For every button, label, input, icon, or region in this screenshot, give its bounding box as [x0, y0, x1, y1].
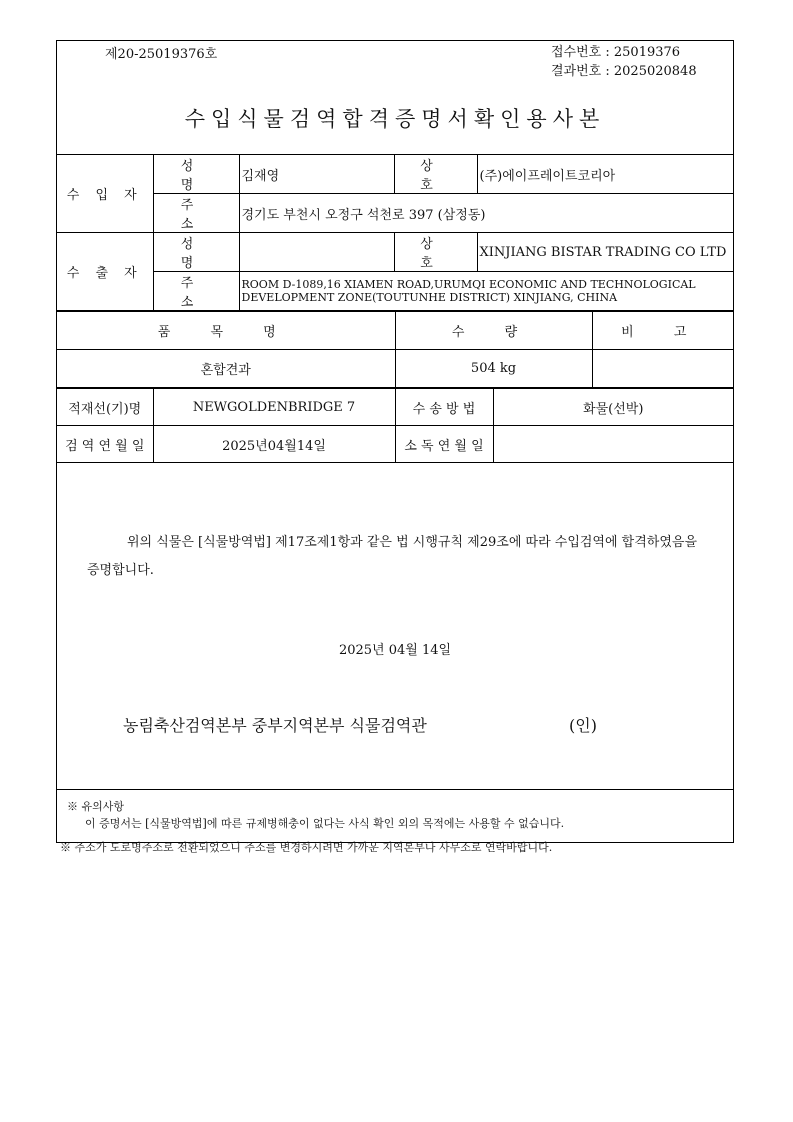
certificate-document	[56, 40, 734, 843]
certification-body	[57, 463, 733, 790]
notice-title: ※ 유의사항	[67, 800, 125, 813]
certification-date: 2025년 04월 14일	[338, 643, 452, 658]
importer-company: (주)에이프레이트코리아	[477, 155, 733, 194]
quantity-header: 수 량	[395, 312, 592, 350]
vessel-value: NEWGOLDENBRIDGE 7	[153, 389, 395, 426]
remarks-value	[592, 350, 733, 388]
importer-name: 김재영	[239, 155, 394, 194]
importer-section-label: 수 입 자	[57, 155, 153, 233]
importer-address: 경기도 부천시 오정구 석천로 397 (삼정동)	[239, 194, 733, 233]
vessel-label: 적재선(기)명	[57, 389, 153, 426]
certification-text: 위의 식물은 [식물방역법] 제17조제1항과 같은 법 시행규칙 제29조에 따라 수입검역에 합격하였음을 증명합니다.	[87, 535, 698, 578]
exporter-address-label: 주 소	[153, 272, 239, 311]
importer-address-label: 주 소	[153, 194, 239, 233]
item-header: 품 목 명	[57, 312, 395, 350]
result-number: 결과번호 : 2025020848	[551, 64, 697, 79]
certificate-header	[57, 41, 733, 155]
disinfection-date-value	[493, 426, 733, 463]
inspection-date-label: 검 역 연 월 일	[57, 426, 153, 463]
exporter-section-label: 수 출 자	[57, 233, 153, 311]
item-value: 혼합견과	[57, 350, 395, 388]
footer-note: ※ 주소가 도로명주소로 전환되었으니 주소를 변경하시려면 가까운 지역본부나 사무소로 연락바랍니다.	[60, 841, 553, 854]
document-number: 제20-25019376호	[105, 47, 218, 62]
receipt-number: 접수번호 : 25019376	[551, 45, 681, 60]
transport-method-label: 수 송 방 법	[395, 389, 493, 426]
party-table	[57, 155, 733, 311]
notice-text: 이 증명서는 [식물방역법]에 따른 규제병해충이 없다는 사식 확인 외의 목적에는 사용할 수 없습니다.	[85, 817, 565, 830]
shipping-table	[57, 388, 733, 463]
disinfection-date-label: 소 독 연 월 일	[395, 426, 493, 463]
remarks-header: 비 고	[592, 312, 733, 350]
inspection-date-value: 2025년04월14일	[153, 426, 395, 463]
issuer-name: 농림축산검역본부 중부지역본부 식물검역관	[123, 716, 427, 735]
seal-mark: (인)	[569, 716, 597, 735]
receipt-info	[551, 43, 697, 81]
exporter-company: XINJIANG BISTAR TRADING CO LTD	[477, 233, 733, 272]
importer-name-label: 성 명	[153, 155, 239, 194]
exporter-address: ROOM D-1089,16 XIAMEN ROAD,URUMQI ECONOMIC AND TECHNOLOGICAL DEVELOPMENT ZONE(TOUTUNHE DISTRICT) XINJIANG, CHINA	[239, 272, 733, 311]
certificate-title: 수입식물검역합격증명서확인용사본	[184, 107, 606, 131]
goods-table	[57, 311, 733, 388]
exporter-name-label: 성 명	[153, 233, 239, 272]
quantity-value: 504 kg	[395, 350, 592, 388]
exporter-name	[239, 233, 394, 272]
importer-company-label: 상 호	[394, 155, 477, 194]
exporter-company-label: 상 호	[394, 233, 477, 272]
notice-box	[57, 790, 733, 842]
transport-method-value: 화물(선박)	[493, 389, 733, 426]
